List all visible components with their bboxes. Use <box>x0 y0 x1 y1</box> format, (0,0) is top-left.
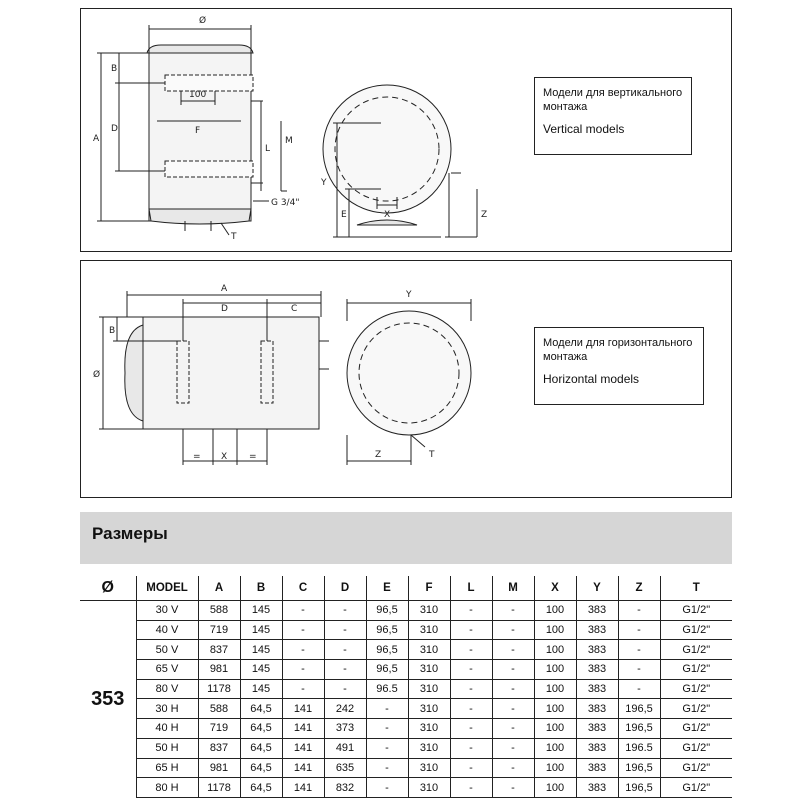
v-dim-y: Y <box>321 178 327 188</box>
table-row <box>80 601 732 621</box>
value-cell: 383 <box>576 719 618 739</box>
model-cell: 50 H <box>136 738 198 758</box>
v-dim-f: F <box>195 126 201 136</box>
value-cell: 196,5 <box>618 758 660 778</box>
value-cell: - <box>492 601 534 621</box>
value-cell: 141 <box>282 719 324 739</box>
h-dim-eq1: = <box>193 452 201 462</box>
value-cell: - <box>366 778 408 798</box>
vertical-caption <box>534 77 692 155</box>
v-dim-m: M <box>285 136 293 146</box>
value-cell: 373 <box>324 719 366 739</box>
horizontal-caption <box>534 327 704 405</box>
horizontal-models-panel <box>80 260 732 498</box>
header-cell: A <box>198 576 240 601</box>
h-dim-z: Z <box>375 450 382 460</box>
h-dim-diameter: Ø <box>93 370 101 380</box>
value-cell: - <box>366 738 408 758</box>
v-dim-g: G 3/4" <box>271 198 300 208</box>
h-dim-b: B <box>109 326 116 336</box>
header-cell: M <box>492 576 534 601</box>
table-row <box>80 620 732 640</box>
value-cell: 383 <box>576 601 618 621</box>
value-cell: 310 <box>408 758 450 778</box>
value-cell: 100 <box>534 778 576 798</box>
value-cell: 310 <box>408 778 450 798</box>
v-dim-e: E <box>341 210 347 220</box>
value-cell: 1178 <box>198 679 240 699</box>
value-cell: G1/2" <box>660 719 732 739</box>
table-row <box>80 719 732 739</box>
value-cell: 383 <box>576 778 618 798</box>
vertical-caption-en: Vertical models <box>543 122 625 136</box>
model-cell: 50 V <box>136 640 198 660</box>
value-cell: 100 <box>534 601 576 621</box>
value-cell: 719 <box>198 719 240 739</box>
vertical-tank-bottom <box>149 209 251 224</box>
header-cell: F <box>408 576 450 601</box>
value-cell: - <box>366 758 408 778</box>
value-cell: 383 <box>576 699 618 719</box>
value-cell: - <box>324 620 366 640</box>
value-cell: - <box>492 660 534 680</box>
h-dim-d: D <box>221 304 228 314</box>
value-cell: 141 <box>282 758 324 778</box>
h-dim-a: A <box>221 284 228 294</box>
value-cell: - <box>492 719 534 739</box>
value-cell: 100 <box>534 660 576 680</box>
model-cell: 40 V <box>136 620 198 640</box>
table-row <box>80 758 732 778</box>
table-row <box>80 640 732 660</box>
model-cell: 65 H <box>136 758 198 778</box>
value-cell: - <box>450 719 492 739</box>
value-cell: - <box>450 601 492 621</box>
value-cell: 141 <box>282 738 324 758</box>
value-cell: G1/2" <box>660 660 732 680</box>
value-cell: 837 <box>198 640 240 660</box>
value-cell: 96,5 <box>366 601 408 621</box>
value-cell: 383 <box>576 738 618 758</box>
v-dim-100: 100 <box>189 90 207 100</box>
value-cell: - <box>492 778 534 798</box>
value-cell: - <box>450 620 492 640</box>
value-cell: 196.5 <box>618 738 660 758</box>
value-cell: 383 <box>576 660 618 680</box>
dimensions-table <box>80 576 732 798</box>
value-cell: G1/2" <box>660 640 732 660</box>
value-cell: 100 <box>534 640 576 660</box>
horizontal-caption-ru: Модели для горизонтального монтажа <box>543 337 693 363</box>
v-dim-d: D <box>111 124 118 134</box>
value-cell: - <box>618 601 660 621</box>
value-cell: 100 <box>534 758 576 778</box>
model-cell: 80 H <box>136 778 198 798</box>
value-cell: - <box>450 660 492 680</box>
value-cell: - <box>324 601 366 621</box>
header-cell: C <box>282 576 324 601</box>
value-cell: G1/2" <box>660 738 732 758</box>
value-cell: - <box>618 679 660 699</box>
value-cell: 64,5 <box>240 699 282 719</box>
value-cell: 310 <box>408 640 450 660</box>
value-cell: 96,5 <box>366 640 408 660</box>
value-cell: - <box>282 679 324 699</box>
table-header-row <box>80 576 732 601</box>
value-cell: - <box>618 660 660 680</box>
header-cell: L <box>450 576 492 601</box>
value-cell: - <box>282 620 324 640</box>
value-cell: - <box>492 640 534 660</box>
header-cell: B <box>240 576 282 601</box>
v-dim-b: B <box>111 64 118 74</box>
value-cell: 719 <box>198 620 240 640</box>
vertical-tank-top <box>147 45 253 53</box>
v-dim-a: A <box>93 134 100 144</box>
value-cell: - <box>492 679 534 699</box>
v-dim-l: L <box>265 144 271 154</box>
value-cell: G1/2" <box>660 620 732 640</box>
h-dim-eq2: = <box>249 452 257 462</box>
value-cell: 383 <box>576 620 618 640</box>
model-cell: 65 V <box>136 660 198 680</box>
horizontal-tank-end <box>125 325 143 421</box>
value-cell: G1/2" <box>660 758 732 778</box>
value-cell: - <box>324 679 366 699</box>
value-cell: 96.5 <box>366 679 408 699</box>
header-cell: X <box>534 576 576 601</box>
value-cell: 491 <box>324 738 366 758</box>
h-dim-x: X <box>221 452 228 462</box>
value-cell: 310 <box>408 699 450 719</box>
header-cell: MODEL <box>136 576 198 601</box>
value-cell: 96,5 <box>366 620 408 640</box>
value-cell: - <box>282 660 324 680</box>
vertical-models-panel <box>80 8 732 252</box>
value-cell: - <box>450 778 492 798</box>
value-cell: 1178 <box>198 778 240 798</box>
value-cell: 588 <box>198 601 240 621</box>
value-cell: - <box>492 758 534 778</box>
value-cell: 196,5 <box>618 778 660 798</box>
v-dim-z: Z <box>481 210 488 220</box>
dimensions-section-header <box>80 512 732 564</box>
value-cell: - <box>492 699 534 719</box>
value-cell: - <box>618 640 660 660</box>
value-cell: G1/2" <box>660 699 732 719</box>
value-cell: 145 <box>240 679 282 699</box>
value-cell: 64,5 <box>240 719 282 739</box>
value-cell: - <box>492 738 534 758</box>
value-cell: 100 <box>534 719 576 739</box>
horizontal-tank-body <box>143 317 319 429</box>
value-cell: 310 <box>408 719 450 739</box>
header-diameter: Ø <box>80 576 136 601</box>
v-dim-t: T <box>231 232 237 242</box>
value-cell: 588 <box>198 699 240 719</box>
value-cell: 64,5 <box>240 778 282 798</box>
value-cell: 310 <box>408 620 450 640</box>
v-dim-x: X <box>384 210 391 220</box>
value-cell: - <box>282 601 324 621</box>
table-row <box>80 660 732 680</box>
value-cell: - <box>450 699 492 719</box>
table-row <box>80 738 732 758</box>
section-title: Размеры <box>92 524 168 543</box>
model-cell: 40 H <box>136 719 198 739</box>
value-cell: 64,5 <box>240 738 282 758</box>
value-cell: 310 <box>408 679 450 699</box>
model-cell: 80 V <box>136 679 198 699</box>
value-cell: 100 <box>534 620 576 640</box>
value-cell: 832 <box>324 778 366 798</box>
model-cell: 30 H <box>136 699 198 719</box>
v-dim-diameter: Ø <box>199 16 207 26</box>
value-cell: 145 <box>240 620 282 640</box>
value-cell: G1/2" <box>660 679 732 699</box>
model-cell: 30 V <box>136 601 198 621</box>
value-cell: 145 <box>240 601 282 621</box>
value-cell: 141 <box>282 778 324 798</box>
value-cell: - <box>618 620 660 640</box>
value-cell: G1/2" <box>660 601 732 621</box>
vertical-drawing <box>81 9 601 249</box>
horizontal-caption-en: Horizontal models <box>543 372 640 386</box>
value-cell: 196,5 <box>618 699 660 719</box>
header-cell: Z <box>618 576 660 601</box>
vertical-side-view <box>323 85 451 213</box>
value-cell: - <box>450 640 492 660</box>
value-cell: - <box>450 679 492 699</box>
value-cell: - <box>450 758 492 778</box>
value-cell: 383 <box>576 758 618 778</box>
header-cell: Y <box>576 576 618 601</box>
value-cell: 100 <box>534 738 576 758</box>
value-cell: 145 <box>240 660 282 680</box>
value-cell: 141 <box>282 699 324 719</box>
value-cell: 310 <box>408 660 450 680</box>
value-cell: 96,5 <box>366 660 408 680</box>
value-cell: - <box>450 738 492 758</box>
value-cell: - <box>324 640 366 660</box>
value-cell: - <box>282 640 324 660</box>
table-row <box>80 778 732 798</box>
header-cell: E <box>366 576 408 601</box>
h-dim-c: C <box>291 304 298 314</box>
horizontal-drawing <box>81 261 601 495</box>
value-cell: 635 <box>324 758 366 778</box>
value-cell: - <box>366 699 408 719</box>
value-cell: 383 <box>576 640 618 660</box>
value-cell: - <box>366 719 408 739</box>
table-row <box>80 699 732 719</box>
value-cell: - <box>492 620 534 640</box>
table-row <box>80 679 732 699</box>
value-cell: 100 <box>534 699 576 719</box>
h-dim-t: T <box>429 450 435 460</box>
value-cell: 383 <box>576 679 618 699</box>
value-cell: 196,5 <box>618 719 660 739</box>
value-cell: 64,5 <box>240 758 282 778</box>
diameter-value: 353 <box>80 601 136 798</box>
value-cell: 310 <box>408 601 450 621</box>
value-cell: 242 <box>324 699 366 719</box>
value-cell: 981 <box>198 758 240 778</box>
value-cell: 837 <box>198 738 240 758</box>
value-cell: 145 <box>240 640 282 660</box>
horizontal-side-view <box>347 311 471 435</box>
value-cell: G1/2" <box>660 778 732 798</box>
value-cell: 100 <box>534 679 576 699</box>
value-cell: 981 <box>198 660 240 680</box>
header-cell: D <box>324 576 366 601</box>
value-cell: 310 <box>408 738 450 758</box>
value-cell: - <box>324 660 366 680</box>
vertical-caption-ru: Модели для вертикального монтажа <box>543 87 683 113</box>
header-cell: T <box>660 576 732 601</box>
h-dim-y: Y <box>406 290 412 300</box>
